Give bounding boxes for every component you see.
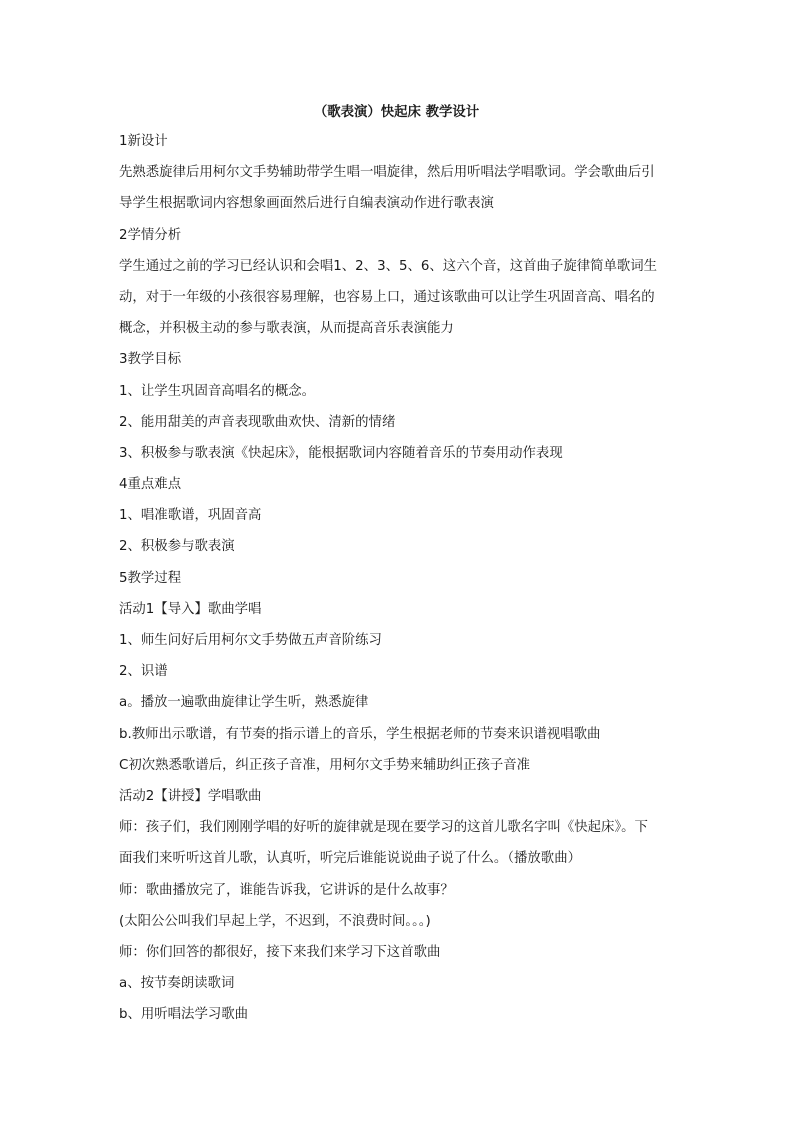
list-item: a。播放一遍歌曲旋律让学生听，熟悉旋律 [119, 695, 369, 711]
paragraph-line: 先熟悉旋律后用柯尔文手势辅助带学生唱一唱旋律，然后用听唱法学唱歌词。学会歌曲后引 [119, 165, 655, 181]
paragraph-line: 师：孩子们，我们刚刚学唱的好听的旋律就是现在要学习的这首儿歌名字叫《快起床》。下 [119, 820, 648, 836]
list-item: 1、师生问好后用柯尔文手势做五声音阶练习 [119, 633, 382, 648]
list-item: C初次熟悉歌谱后，纠正孩子音准，用柯尔文手势来辅助纠正孩子音准 [119, 757, 531, 773]
paragraph-line: 导学生根据歌词内容想象画面然后进行自编表演动作进行歌表演 [119, 196, 494, 212]
paragraph-line: 师：你们回答的都很好，接下来我们来学习下这首歌曲 [119, 944, 441, 960]
list-item: a、按节奏朗读歌词 [119, 976, 235, 992]
heading-teaching-process: 5教学过程 [119, 570, 182, 586]
heading-teaching-goals: 3教学目标 [119, 352, 182, 368]
heading-key-points: 4重点难点 [119, 477, 182, 493]
paragraph-line: 学生通过之前的学习已经认识和会唱1、2、3、5、6、这六个音，这首曲子旋律简单歌词生 [119, 258, 658, 274]
paragraph-line: (太阳公公叫我们早起上学，不迟到，不浪费时间。。。) [119, 913, 431, 929]
list-item: 2、能用甜美的声音表现歌曲欢快、清新的情绪 [119, 414, 396, 430]
paragraph-line: 师：歌曲播放完了，谁能告诉我，它讲诉的是什么故事？ [119, 882, 454, 898]
list-item: b、用听唱法学习歌曲 [119, 1007, 249, 1023]
paragraph-line: 面我们来听听这首儿歌，认真听，听完后谁能说说曲子说了什么。（播放歌曲） [119, 851, 581, 867]
list-item: 1、唱准歌谱，巩固音高 [119, 508, 262, 524]
list-item: 2、积极参与歌表演 [119, 539, 235, 555]
paragraph-line: 概念，并积极主动的参与歌表演，从而提高音乐表演能力 [119, 321, 454, 337]
document-body [119, 131, 679, 1035]
document-title: （歌表演）快起床 教学设计 [313, 105, 480, 120]
activity-heading: 活动2【讲授】学唱歌曲 [119, 788, 262, 804]
heading-learner-analysis: 2学情分析 [119, 227, 182, 243]
list-item: 1、让学生巩固音高唱名的概念。 [119, 383, 315, 399]
paragraph-line: 动，对于一年级的小孩很容易理解，也容易上口，通过该歌曲可以让学生巩固音高、唱名的 [119, 289, 655, 305]
list-item: 2、识谱 [119, 664, 168, 680]
list-item: b.教师出示歌谱，有节奏的指示谱上的音乐，学生根据老师的节奏来识谱视唱歌曲 [119, 726, 601, 742]
heading-new-design: 1新设计 [119, 134, 168, 149]
list-item: 3、积极参与歌表演《快起床》，能根据歌词内容随着音乐的节奏用动作表现 [119, 445, 563, 461]
activity-heading: 活动1【导入】歌曲学唱 [119, 601, 262, 617]
